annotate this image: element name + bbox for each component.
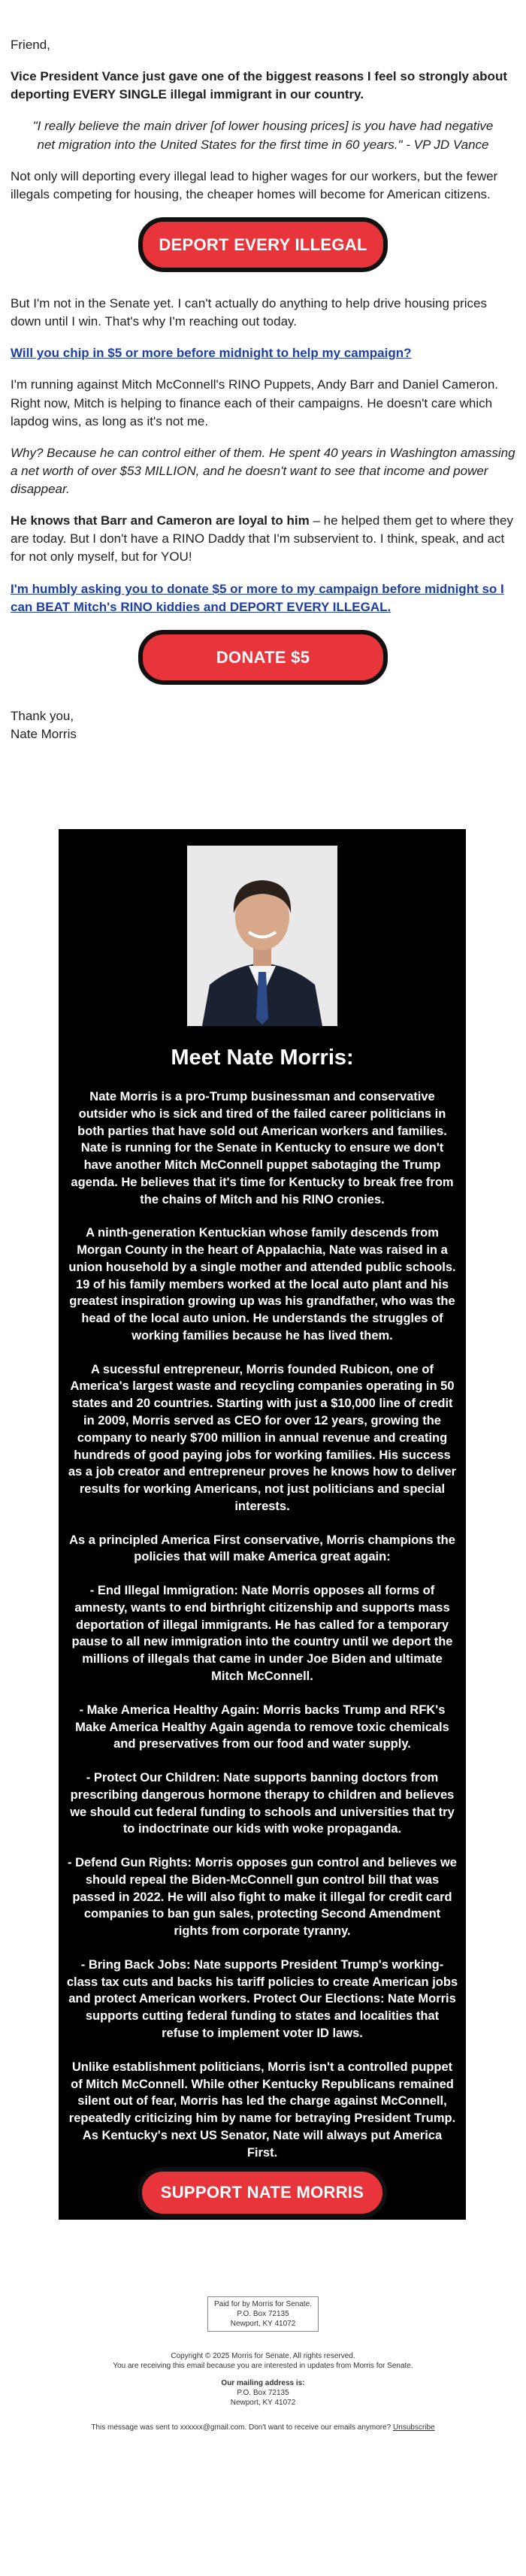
rino-puppets-paragraph: I'm running against Mitch McConnell's RINO Puppets, Andy Barr and Daniel Cameron. Right now, Mitch is helping to finance each of their campaigns. He doesn't care which lapdog wins, as long as it's not me. bbox=[11, 377, 499, 428]
intro-paragraph: Vice President Vance just gave one of the biggest reasons I feel so strongly about deporting EVERY SINGLE illegal immigrant in our country. bbox=[11, 69, 507, 102]
thanks-text: Thank you, bbox=[11, 709, 74, 724]
signature: Nate Morris bbox=[11, 727, 77, 742]
bio-policies-intro: As a principled America First conservative, Morris champions the policies that will make America great again: bbox=[69, 1533, 455, 1564]
policy-children: - Protect Our Children: Nate supports banning doctors from prescribing dangerous hormone therapy to children and believes we should cut federal funding to schools and universities that try to indoctrinate our kids with woke propaganda. bbox=[70, 1771, 455, 1836]
sent-to-text: This message was sent to xxxxxx@gmail.com. Don't want to receive our emails anymore? bbox=[91, 2423, 391, 2432]
bio-text bbox=[66, 1088, 458, 2178]
email-top-section bbox=[0, 0, 526, 743]
candidate-photo bbox=[187, 846, 337, 1026]
policy-jobs: - Bring Back Jobs: Nate supports President Trump's working-class tax cuts and backs his tariff policies to create American jobs and protect American workers. Protect Our Elections: Nate Morris supports cutting federal funding to states and localities that refuse to implement voter ID laws. bbox=[66, 1957, 458, 2040]
vance-quote: "I really believe the main driver [of lower housing prices] is you have had negative net migration into the United States for the first time in 60 years." - VP JD Vance bbox=[32, 119, 494, 152]
bio-background: A ninth-generation Kentuckian whose family descends from Morgan County in the heart of Appalachia, Nate was raised in a union household by a single mother and attended public schools. 19 of his family members worked at the local auto plant and his greatest inspiration growing up was his grandfather, who was the head of the local auto union. He understands the struggles of working families because he has lived them. bbox=[68, 1226, 456, 1342]
housing-paragraph: Not only will deporting every illegal lead to higher wages for our workers, but the fewer illegals competing for housing, the cheaper homes will become for American citizens. bbox=[11, 168, 498, 201]
support-nate-morris-button[interactable]: SUPPORT NATE MORRIS bbox=[138, 2167, 387, 2218]
paid-for-address-1: P.O. Box 72135 bbox=[237, 2310, 289, 2318]
unsubscribe-link[interactable]: Unsubscribe bbox=[393, 2423, 435, 2432]
policy-immigration: - End Illegal Immigration: Nate Morris opposes all forms of amnesty, wants to end birthright citizenship and supports mass deportation of illegal immigrants. He has called for a temporary pause to all new immigration into the country until we deport the millions of illegals that came in under Joe Biden and ultimate Mitch McConnell. bbox=[71, 1584, 453, 1683]
donate-link[interactable]: I'm humbly asking you to donate $5 or more to my campaign before midnight so I can BEAT Mitch's RINO kiddies and DEPORT EVERY ILLEGAL. bbox=[11, 581, 504, 614]
donate-5-button[interactable]: DONATE $5 bbox=[138, 630, 388, 685]
senate-paragraph: But I'm not in the Senate yet. I can't actually do anything to help drive housing prices down until I win. That's why I'm reaching out today. bbox=[11, 296, 487, 329]
bio-business: A sucessful entrepreneur, Morris founded Rubicon, one of America's largest waste and recycling companies operating in 50 states and 20 countries. Starting with just a $10,000 line of credit in 2009, Morris served as CEO for over 12 years, growing the company to nearly $700 million in annual revenue and creating hundreds of good paying jobs for working families. His success as a job creator and entrepreneur proves he knows how to deliver results for working Americans, not just politicians and special interests. bbox=[68, 1362, 457, 1513]
sent-to-line bbox=[0, 2423, 526, 2432]
loyal-paragraph bbox=[11, 512, 515, 566]
loyal-rest-text: – he helped them get to where they are today. But I don't have a RINO Daddy that I'm subservient to. I think, speak, and act for not only myself, but for YOU! bbox=[11, 513, 513, 565]
bio-closing: Unlike establishment politicians, Morris isn't a controlled puppet of Mitch McConnell. While other Kentucky Republicans remained silent out of fear, Morris has led the charge against McConnell, repeatedly criticizing him by name for betraying President Trump. As Kentucky's next US Senator, Nate will always put America First. bbox=[68, 2060, 456, 2160]
copyright: Copyright © 2025 Morris for Senate, All rights reserved. bbox=[171, 2352, 355, 2360]
deport-every-illegal-button[interactable]: DEPORT EVERY ILLEGAL bbox=[138, 217, 388, 272]
bio-heading: Meet Nate Morris: bbox=[171, 1046, 354, 1070]
chip-in-link[interactable]: Will you chip in $5 or more before midnight to help my campaign? bbox=[11, 346, 412, 361]
paid-for-line: Paid for by Morris for Senate. bbox=[213, 2300, 313, 2308]
policy-guns: - Defend Gun Rights: Morris opposes gun control and believes we should repeal the Biden-McConnell gun control bill that was passed in 2022. He will also fight to make it illegal for credit card companies to ban gun sales, protecting Second Amendment rights from corporate tyranny. bbox=[68, 1856, 457, 1939]
email-footer bbox=[0, 2296, 526, 2432]
paid-for-box bbox=[207, 2296, 319, 2332]
mailing-label: Our mailing address is: bbox=[221, 2379, 305, 2387]
policy-health: - Make America Healthy Again: Morris backs Trump and RFK's Make America Healthy Again agenda to remove toxic chemicals and preservatives from our food and water supply. bbox=[75, 1703, 449, 1751]
mailing-address-1: P.O. Box 72135 bbox=[237, 2389, 289, 2397]
bio-intro: Nate Morris is a pro-Trump businessman and conservative outsider who is sick and tired of the failed career politicians in both parties that have sold out American workers and families. Nate is running for the Senate in Kentucky to ensure we don't have another Mitch McConnell puppet sabotaging the Trump agenda. He believes that it's time for Kentucky to break free from the chains of Mitch and his RINO cronies. bbox=[71, 1090, 454, 1206]
mailing-address-2: Newport, KY 41072 bbox=[230, 2399, 296, 2407]
bio-section bbox=[59, 829, 466, 2220]
receiving-reason: You are receiving this email because you are interested in updates from Morris for Senate. bbox=[113, 2362, 413, 2370]
why-paragraph: Why? Because he can control either of them. He spent 40 years in Washington amassing a net worth of over $53 MILLION, and he doesn't want to see that income and power disappear. bbox=[11, 445, 515, 497]
paid-for-address-2: Newport, KY 41072 bbox=[230, 2320, 296, 2328]
loyal-bold-text: He knows that Barr and Cameron are loyal to him bbox=[11, 513, 310, 528]
greeting: Friend, bbox=[11, 38, 50, 52]
